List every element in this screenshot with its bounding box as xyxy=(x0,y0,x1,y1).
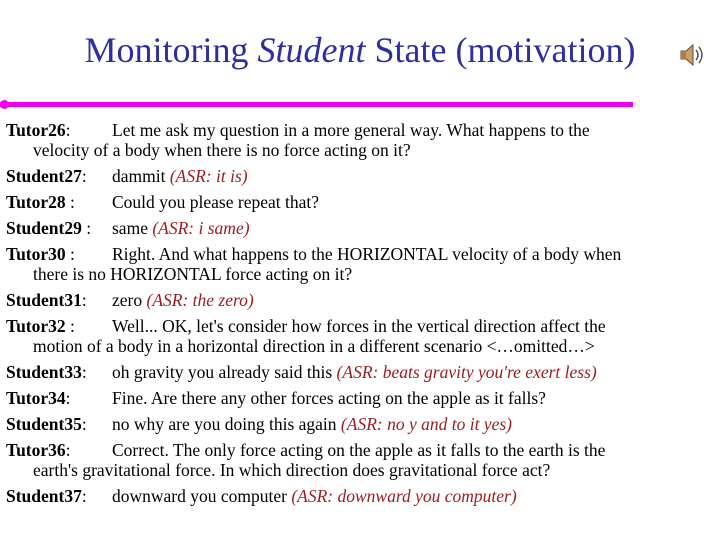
speaker-label xyxy=(6,440,112,460)
utterance xyxy=(112,290,718,310)
speaker-name: Student27 xyxy=(6,166,82,186)
dialogue-turn xyxy=(6,440,718,480)
speaker-separator: : xyxy=(81,414,87,434)
speaker-separator: : xyxy=(81,218,92,238)
utterance-text: Fine. Are there any other forces acting on the apple as it falls? xyxy=(112,388,546,408)
dialogue-turn xyxy=(6,192,718,212)
utterance xyxy=(112,120,718,140)
utterance-text: Could you please repeat that? xyxy=(112,192,320,212)
dialogue-transcript xyxy=(6,120,718,512)
utterance-text: downward you computer xyxy=(112,486,292,506)
speaker-separator: : xyxy=(81,362,87,382)
asr-hypothesis: (ASR: i same) xyxy=(152,218,250,238)
speaker-separator: : xyxy=(65,388,71,408)
speaker-separator: : xyxy=(65,192,75,212)
slide-title xyxy=(0,28,720,72)
speaker-name: Tutor30 xyxy=(6,244,66,264)
speaker-label xyxy=(6,218,112,238)
utterance xyxy=(112,316,718,336)
speaker-label xyxy=(6,290,112,310)
speaker-label xyxy=(6,414,112,434)
speaker-name: Tutor36 xyxy=(6,440,66,460)
utterance-text: zero xyxy=(112,290,147,310)
speaker-name: Student33 xyxy=(6,362,82,382)
speaker-name: Student29 xyxy=(6,218,82,238)
utterance-text: dammit xyxy=(112,166,170,186)
dialogue-turn xyxy=(6,290,718,310)
speaker-label xyxy=(6,388,112,408)
speaker-separator: : xyxy=(65,244,75,264)
title-emphasis: Student xyxy=(257,30,366,70)
utterance-text: no why are you doing this again xyxy=(112,414,341,434)
speaker-name: Student35 xyxy=(6,414,82,434)
asr-hypothesis: (ASR: the zero) xyxy=(146,290,254,310)
speaker-name: Tutor26 xyxy=(6,120,66,140)
speaker-separator: : xyxy=(81,166,87,186)
speaker-separator: : xyxy=(65,120,71,140)
utterance xyxy=(112,218,718,238)
speaker-name: Student31 xyxy=(6,290,82,310)
speaker-label xyxy=(6,316,112,336)
asr-hypothesis: (ASR: it is) xyxy=(169,166,248,186)
utterance-text: same xyxy=(112,218,153,238)
utterance xyxy=(112,166,718,186)
dialogue-turn xyxy=(6,218,718,238)
speaker-separator: : xyxy=(81,290,87,310)
speaker-name: Tutor28 xyxy=(6,192,66,212)
utterance-continuation: earth's gravitational force. In which direction does gravitational force act? xyxy=(33,460,551,480)
speaker-name: Tutor32 xyxy=(6,316,66,336)
dialogue-turn xyxy=(6,166,718,186)
dialogue-turn xyxy=(6,486,718,506)
utterance xyxy=(112,388,718,408)
dialogue-turn xyxy=(6,316,718,356)
utterance-continuation: velocity of a body when there is no force acting on it? xyxy=(33,140,411,160)
title-rule xyxy=(0,102,633,107)
dialogue-turn xyxy=(6,414,718,434)
title-suffix: State (motivation) xyxy=(365,30,636,70)
utterance-continuation: there is no HORIZONTAL force acting on it? xyxy=(33,264,353,284)
utterance-continuation: motion of a body in a horizontal direction in a different scenario <…omitted…> xyxy=(33,336,595,356)
utterance xyxy=(112,362,718,382)
utterance-text: Let me ask my question in a more general way. What happens to the xyxy=(112,120,590,140)
utterance xyxy=(112,414,718,434)
speaker-icon[interactable] xyxy=(677,40,707,70)
dialogue-turn xyxy=(6,388,718,408)
dialogue-turn xyxy=(6,362,718,382)
speaker-name: Tutor34 xyxy=(6,388,66,408)
asr-hypothesis: (ASR: no y and to it yes) xyxy=(340,414,512,434)
asr-hypothesis: (ASR: beats gravity you're exert less) xyxy=(336,362,597,382)
title-prefix: Monitoring xyxy=(84,30,258,70)
utterance xyxy=(112,244,718,264)
speaker-separator: : xyxy=(81,486,87,506)
speaker-name: Student37 xyxy=(6,486,82,506)
dialogue-turn xyxy=(6,120,718,160)
speaker-separator: : xyxy=(65,440,71,460)
utterance xyxy=(112,440,718,460)
utterance xyxy=(112,486,718,506)
utterance xyxy=(112,192,718,212)
speaker-separator: : xyxy=(65,316,75,336)
dialogue-turn xyxy=(6,244,718,284)
speaker-label xyxy=(6,244,112,264)
speaker-label xyxy=(6,166,112,186)
utterance-text: Correct. The only force acting on the apple as it falls to the earth is the xyxy=(112,440,606,460)
asr-hypothesis: (ASR: downward you computer) xyxy=(291,486,517,506)
utterance-text: oh gravity you already said this xyxy=(112,362,337,382)
speaker-label xyxy=(6,362,112,382)
speaker-label xyxy=(6,486,112,506)
utterance-text: Right. And what happens to the HORIZONTAL velocity of a body when xyxy=(112,244,622,264)
speaker-label xyxy=(6,120,112,140)
speaker-label xyxy=(6,192,112,212)
utterance-text: Well... OK, let's consider how forces in the vertical direction affect the xyxy=(112,316,606,336)
